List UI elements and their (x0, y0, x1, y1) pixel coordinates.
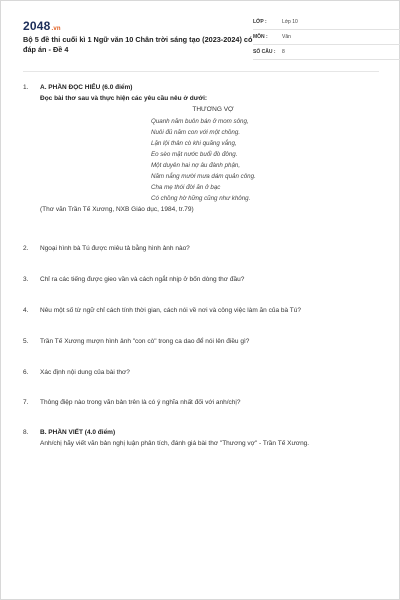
meta-value: Lớp 10 (282, 19, 298, 25)
question-number: 8. (23, 429, 29, 436)
question-number: 1. (23, 84, 29, 91)
meta-row-class (253, 18, 400, 30)
poem-line: Một duyên hai nợ âu đành phận, (151, 162, 241, 169)
poem-line: Có chồng hờ hững cũng như không. (151, 195, 251, 202)
meta-row-subject (253, 33, 400, 45)
question-number: 5. (23, 338, 29, 345)
poem-line: Nuôi đủ năm con với một chồng. (151, 129, 241, 136)
question-text: Chỉ ra các tiếng được gieo vần và cách ngắt nhịp ở bốn dòng thơ đầu? (40, 276, 245, 283)
document-header (23, 15, 383, 63)
question-text: Thông điệp nào trong văn bản trên là có ý nghĩa nhất đối với anh/chị? (40, 399, 241, 406)
meta-value: Văn (282, 34, 291, 40)
poem-line: Năm nắng mười mưa dám quản công. (151, 173, 256, 180)
poem-line: Cha mẹ thói đời ăn ở bạc (151, 184, 221, 191)
question-number: 3. (23, 276, 29, 283)
exam-meta (253, 18, 400, 63)
meta-label: MÔN : (253, 34, 268, 40)
question-number: 6. (23, 369, 29, 376)
header-divider (23, 71, 379, 72)
question-text: Nêu một số từ ngữ chỉ cách tính thời gian, cách nói về nơi và công việc làm ăn của bà Tú? (40, 307, 301, 314)
meta-row-question-count (253, 48, 400, 60)
document-title: Bộ 5 đề thi cuối kì 1 Ngữ văn 10 Chân trời sáng tạo (2023-2024) có đáp án - Đề 4 (23, 35, 253, 54)
section-b-title: B. PHẦN VIẾT (4.0 điểm) (40, 429, 116, 436)
question-text: Trần Tế Xương mượn hình ảnh "con cò" trong ca dao để nói lên điều gì? (40, 338, 250, 345)
question-number: 2. (23, 245, 29, 252)
poem-line: Quanh năm buôn bán ở mom sông, (151, 118, 249, 125)
logo-suffix: .vn (51, 26, 61, 32)
meta-label: SỐ CÂU : (253, 49, 276, 55)
site-logo[interactable] (23, 19, 61, 33)
question-number: 4. (23, 307, 29, 314)
section-b-text: Anh/chị hãy viết văn bản nghị luận phân tích, đánh giá bài thơ "Thương vợ" - Trần Tế Xương. (40, 440, 310, 447)
poem-line: Eo sèo mặt nước buổi đò đông. (151, 151, 238, 158)
poem-line: Lặn lội thân cò khi quãng vắng, (151, 140, 237, 147)
poem-source: (Thơ văn Trần Tế Xương, NXB Giáo dục, 1984, tr.79) (40, 206, 194, 213)
section-a-title: A. PHẦN ĐỌC HIỂU (6.0 điểm) (40, 84, 133, 91)
poem-title: THƯƠNG VỢ (192, 106, 234, 113)
question-text: Xác định nội dung của bài thơ? (40, 369, 130, 376)
meta-label: LỚP : (253, 19, 267, 25)
section-a-instruction: Đọc bài thơ sau và thực hiện các yêu cầu nêu ở dưới: (40, 95, 208, 102)
question-text: Ngoại hình bà Tú được miêu tả bằng hình ảnh nào? (40, 245, 190, 252)
logo-main: 2048 (23, 19, 51, 33)
meta-value: 8 (282, 49, 285, 55)
question-number: 7. (23, 399, 29, 406)
